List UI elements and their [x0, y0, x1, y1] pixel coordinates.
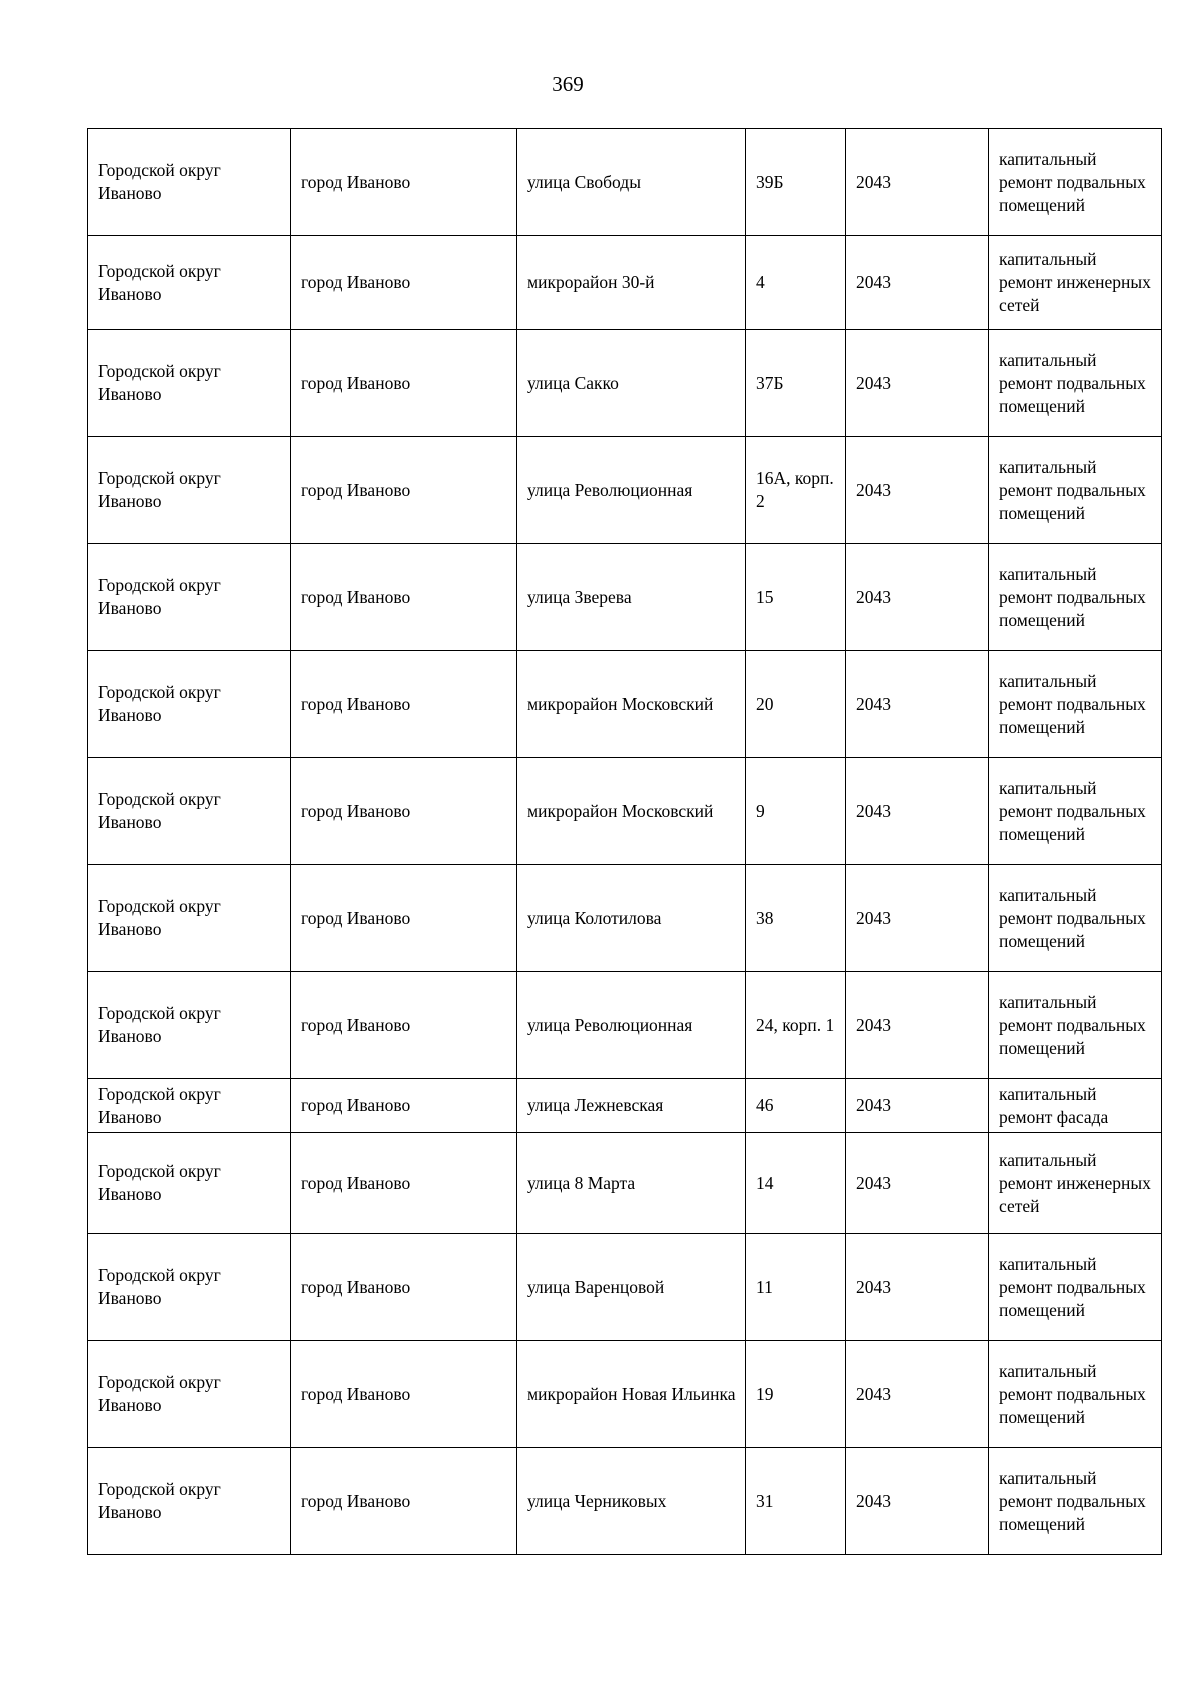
house-number-cell: 38	[746, 865, 846, 972]
settlement-cell: город Иваново	[291, 236, 517, 330]
municipality-cell: Городской округ Иваново	[88, 330, 291, 437]
street-cell: микрорайон Новая Ильинка	[517, 1341, 746, 1448]
table-row	[88, 972, 1162, 1079]
street-cell: улица Сакко	[517, 330, 746, 437]
house-number-cell: 16А, корп. 2	[746, 437, 846, 544]
work-type-cell: капитальный ремонт подвальных помещений	[989, 330, 1162, 437]
settlement-cell: город Иваново	[291, 330, 517, 437]
municipality-cell: Городской округ Иваново	[88, 129, 291, 236]
house-number-cell: 14	[746, 1133, 846, 1234]
year-cell: 2043	[846, 758, 989, 865]
house-number-cell: 31	[746, 1448, 846, 1555]
year-cell: 2043	[846, 437, 989, 544]
house-number-cell: 46	[746, 1079, 846, 1133]
house-number-cell: 39Б	[746, 129, 846, 236]
table-row	[88, 1079, 1162, 1133]
year-cell: 2043	[846, 651, 989, 758]
municipality-cell: Городской округ Иваново	[88, 1133, 291, 1234]
municipality-cell: Городской округ Иваново	[88, 1448, 291, 1555]
year-cell: 2043	[846, 236, 989, 330]
year-cell: 2043	[846, 1079, 989, 1133]
street-cell: улица Черниковых	[517, 1448, 746, 1555]
table-row	[88, 544, 1162, 651]
year-cell: 2043	[846, 330, 989, 437]
work-type-cell: капитальный ремонт подвальных помещений	[989, 1234, 1162, 1341]
year-cell: 2043	[846, 544, 989, 651]
street-cell: микрорайон 30-й	[517, 236, 746, 330]
street-cell: улица Лежневская	[517, 1079, 746, 1133]
municipality-cell: Городской округ Иваново	[88, 865, 291, 972]
table-row	[88, 1133, 1162, 1234]
house-number-cell: 15	[746, 544, 846, 651]
house-number-cell: 19	[746, 1341, 846, 1448]
street-cell: улица 8 Марта	[517, 1133, 746, 1234]
work-type-cell: капитальный ремонт подвальных помещений	[989, 1448, 1162, 1555]
year-cell: 2043	[846, 129, 989, 236]
page-number: 369	[552, 72, 584, 96]
municipality-cell: Городской округ Иваново	[88, 1234, 291, 1341]
work-type-cell: капитальный ремонт фасада	[989, 1079, 1162, 1133]
settlement-cell: город Иваново	[291, 758, 517, 865]
year-cell: 2043	[846, 1234, 989, 1341]
street-cell: улица Варенцовой	[517, 1234, 746, 1341]
work-type-cell: капитальный ремонт инженерных сетей	[989, 236, 1162, 330]
settlement-cell: город Иваново	[291, 544, 517, 651]
house-number-cell: 4	[746, 236, 846, 330]
settlement-cell: город Иваново	[291, 972, 517, 1079]
work-type-cell: капитальный ремонт подвальных помещений	[989, 651, 1162, 758]
repair-schedule-table	[87, 128, 1162, 1555]
street-cell: улица Зверева	[517, 544, 746, 651]
year-cell: 2043	[846, 1448, 989, 1555]
street-cell: улица Революционная	[517, 972, 746, 1079]
work-type-cell: капитальный ремонт инженерных сетей	[989, 1133, 1162, 1234]
work-type-cell: капитальный ремонт подвальных помещений	[989, 437, 1162, 544]
house-number-cell: 11	[746, 1234, 846, 1341]
work-type-cell: капитальный ремонт подвальных помещений	[989, 1341, 1162, 1448]
table-row	[88, 865, 1162, 972]
settlement-cell: город Иваново	[291, 1079, 517, 1133]
table-row	[88, 437, 1162, 544]
work-type-cell: капитальный ремонт подвальных помещений	[989, 865, 1162, 972]
table-row	[88, 1341, 1162, 1448]
municipality-cell: Городской округ Иваново	[88, 1341, 291, 1448]
year-cell: 2043	[846, 972, 989, 1079]
table-row	[88, 651, 1162, 758]
settlement-cell: город Иваново	[291, 865, 517, 972]
house-number-cell: 9	[746, 758, 846, 865]
house-number-cell: 20	[746, 651, 846, 758]
street-cell: улица Свободы	[517, 129, 746, 236]
table-row	[88, 1234, 1162, 1341]
work-type-cell: капитальный ремонт подвальных помещений	[989, 972, 1162, 1079]
table-body	[88, 129, 1162, 1555]
settlement-cell: город Иваново	[291, 1234, 517, 1341]
settlement-cell: город Иваново	[291, 1133, 517, 1234]
settlement-cell: город Иваново	[291, 129, 517, 236]
table-row	[88, 236, 1162, 330]
street-cell: микрорайон Московский	[517, 651, 746, 758]
year-cell: 2043	[846, 1133, 989, 1234]
year-cell: 2043	[846, 865, 989, 972]
settlement-cell: город Иваново	[291, 1341, 517, 1448]
table-row	[88, 1448, 1162, 1555]
table-row	[88, 129, 1162, 236]
street-cell: микрорайон Московский	[517, 758, 746, 865]
year-cell: 2043	[846, 1341, 989, 1448]
municipality-cell: Городской округ Иваново	[88, 544, 291, 651]
municipality-cell: Городской округ Иваново	[88, 236, 291, 330]
house-number-cell: 24, корп. 1	[746, 972, 846, 1079]
municipality-cell: Городской округ Иваново	[88, 1079, 291, 1133]
work-type-cell: капитальный ремонт подвальных помещений	[989, 758, 1162, 865]
municipality-cell: Городской округ Иваново	[88, 758, 291, 865]
settlement-cell: город Иваново	[291, 1448, 517, 1555]
house-number-cell: 37Б	[746, 330, 846, 437]
municipality-cell: Городской округ Иваново	[88, 651, 291, 758]
table-row	[88, 330, 1162, 437]
table-row	[88, 758, 1162, 865]
street-cell: улица Колотилова	[517, 865, 746, 972]
municipality-cell: Городской округ Иваново	[88, 437, 291, 544]
street-cell: улица Революционная	[517, 437, 746, 544]
work-type-cell: капитальный ремонт подвальных помещений	[989, 129, 1162, 236]
municipality-cell: Городской округ Иваново	[88, 972, 291, 1079]
settlement-cell: город Иваново	[291, 437, 517, 544]
work-type-cell: капитальный ремонт подвальных помещений	[989, 544, 1162, 651]
settlement-cell: город Иваново	[291, 651, 517, 758]
